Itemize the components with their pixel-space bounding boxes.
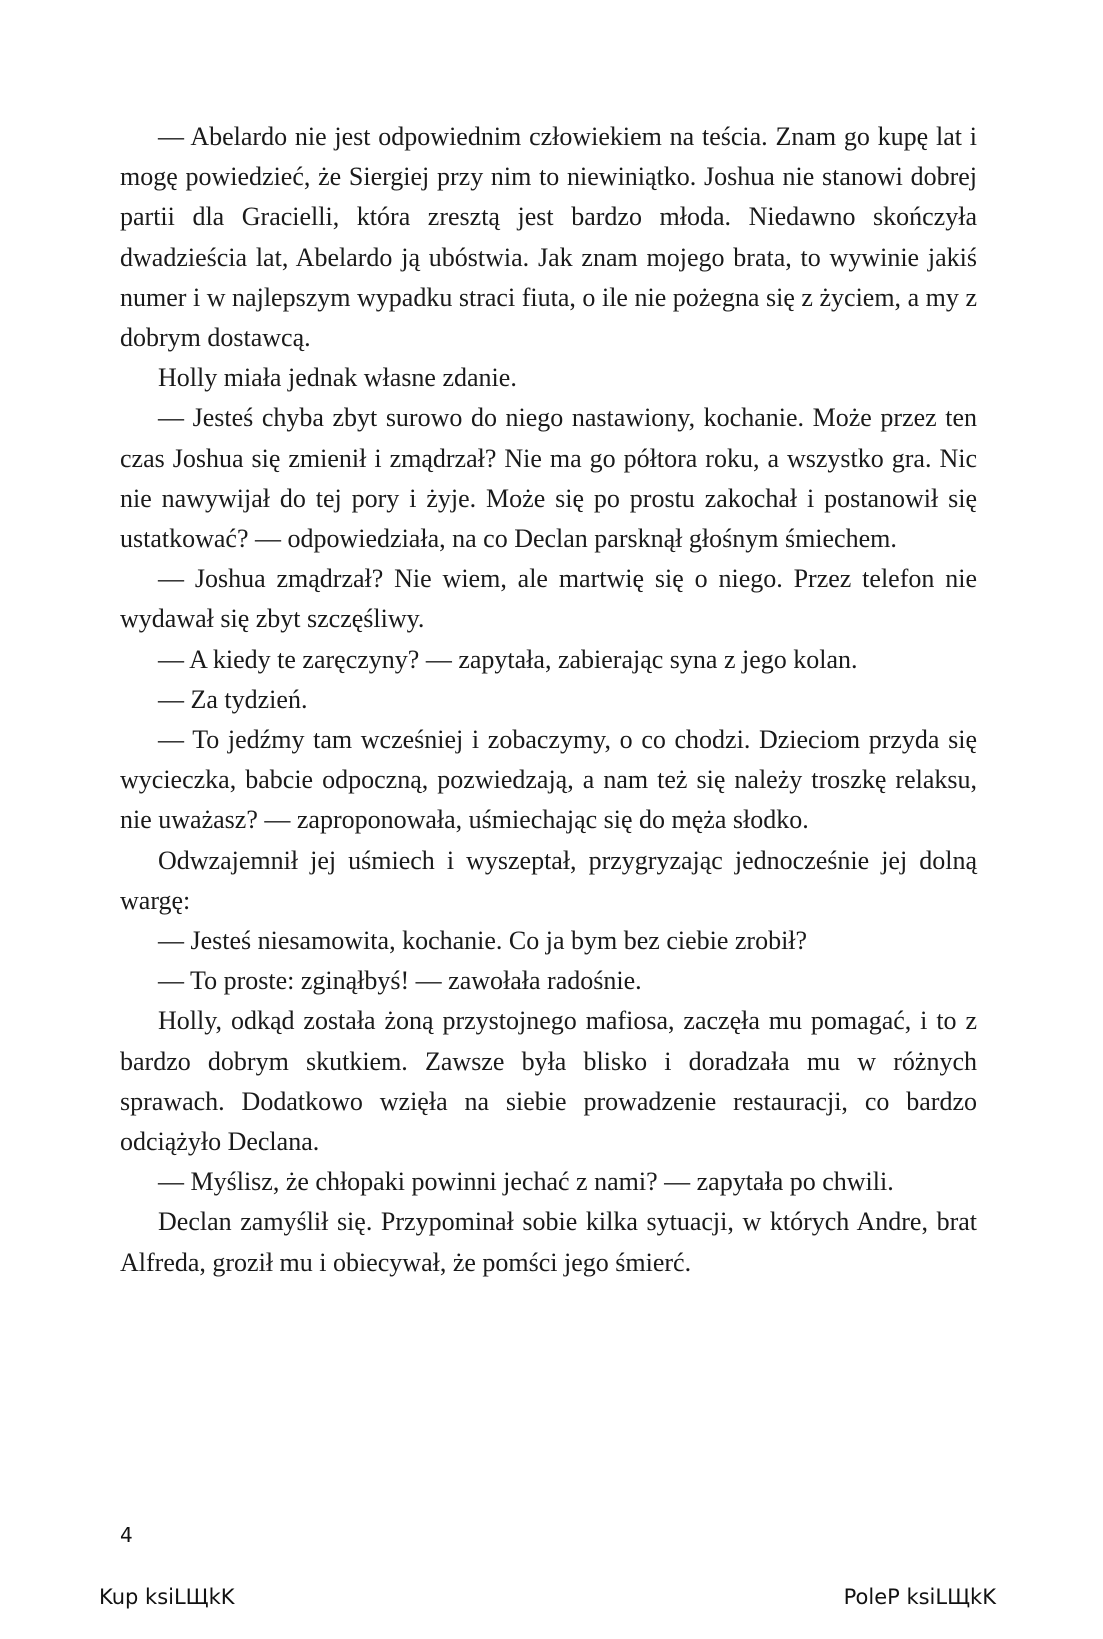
paragraph: — Abelardo nie jest odpowiednim człowiekiem na teścia. Znam go kupę lat i mogę powiedzieć, że Siergiej przy nim to niewiniątko. Joshua nie stanowi dobrej partii dla Gracielli, która zresztą jest bardzo młoda. Niedawno skończyła dwadzieścia lat, Abelardo ją ubóstwia. Jak znam mojego brata, to wywinie jakiś numer i w najlepszym wypadku straci fiuta, o ile nie pożegna się z życiem, a my z dobrym dostawcą. bbox=[120, 122, 977, 353]
page-number: 4 bbox=[120, 1523, 133, 1547]
book-page-body bbox=[120, 117, 977, 1283]
paragraph: — Za tydzień. bbox=[158, 684, 308, 714]
buy-book-link[interactable]: Kup ksiLЩkK bbox=[99, 1585, 235, 1609]
paragraph: — Myślisz, że chłopaki powinni jechać z nami? — zapytała po chwili. bbox=[158, 1167, 894, 1197]
paragraph: Declan zamyślił się. Przypominał sobie kilka sytuacji, w których Andre, brat Alfreda, groził mu i obiecywał, że pomści jego śmierć. bbox=[120, 1207, 977, 1277]
paragraph: — To proste: zginąłbyś! — zawołała radośnie. bbox=[158, 966, 642, 996]
paragraph: Holly miała jednak własne zdanie. bbox=[158, 363, 517, 393]
paragraph: — A kiedy te zaręczyny? — zapytała, zabierając syna z jego kolan. bbox=[158, 644, 858, 674]
paragraph: — To jedźmy tam wcześniej i zobaczymy, o co chodzi. Dzieciom przyda się wycieczka, babcie odpoczną, pozwiedzają, a nam też się należy troszkę relaksu, nie uważasz? — zaproponowała, uśmiechając się do męża słodko. bbox=[120, 725, 977, 835]
rate-book-link[interactable]: PoleP ksiLЩkK bbox=[843, 1585, 996, 1609]
paragraph: Holly, odkąd została żoną przystojnego mafiosa, zaczęła mu pomagać, i to z bardzo dobrym skutkiem. Zawsze była blisko i doradzała mu w różnych sprawach. Dodatkowo wzięła na siebie prowadzenie restauracji, co bardzo odciążyło Declana. bbox=[120, 1006, 977, 1157]
paragraph: — Joshua zmądrzał? Nie wiem, ale martwię się o niego. Przez telefon nie wydawał się zbyt szczęśliwy. bbox=[120, 564, 977, 634]
paragraph: — Jesteś chyba zbyt surowo do niego nastawiony, kochanie. Może przez ten czas Joshua się zmienił i zmądrzał? Nie ma go półtora roku, a wszystko gra. Nic nie nawywijał do tej pory i żyje. Może się po prostu zakochał i postanowił się ustatkować? — odpowiedziała, na co Declan parsknął głośnym śmiechem. bbox=[120, 403, 977, 554]
paragraph: — Jesteś niesamowita, kochanie. Co ja bym bez ciebie zrobił? bbox=[158, 926, 808, 956]
paragraph: Odwzajemnił jej uśmiech i wyszeptał, przygryzając jednocześnie jej dolną wargę: bbox=[120, 845, 977, 915]
